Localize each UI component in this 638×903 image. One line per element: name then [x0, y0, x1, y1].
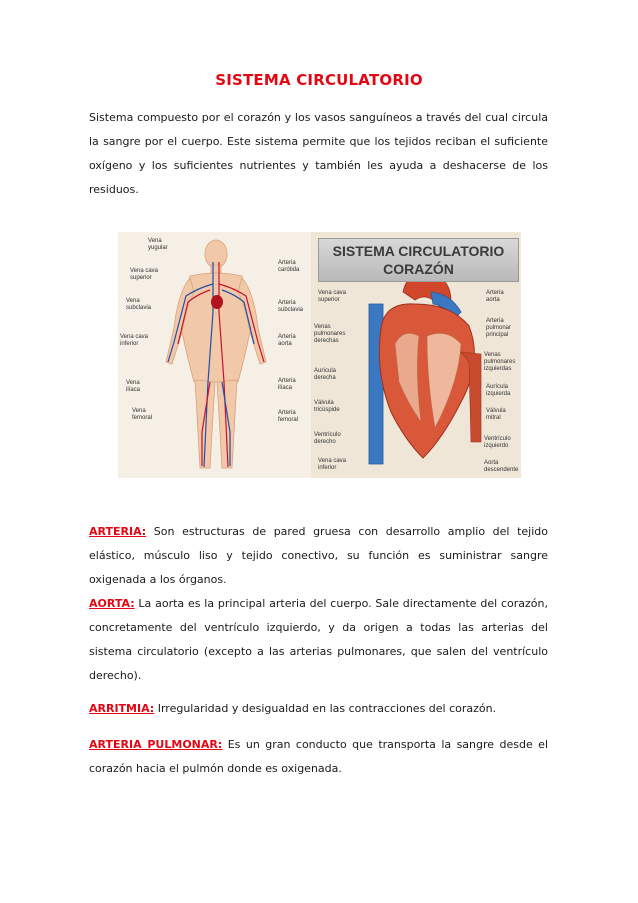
- label-vena-iliaca: Vena ilíaca: [126, 380, 141, 393]
- circulatory-system-figure: [118, 232, 521, 478]
- label-arteria-subclavia: Arteria subclavia: [278, 300, 304, 313]
- term-aorta: AORTA:: [89, 597, 135, 610]
- figure-banner: [318, 238, 519, 282]
- definition-arritmia: [89, 697, 548, 721]
- label-ventriculo-izquierdo: Ventrículo izquierdo: [484, 436, 511, 449]
- label-venas-pulmonares-derechas: Venas pulmonares derechas: [314, 324, 346, 344]
- label-vena-cava-inferior-body: Vena cava inferior: [120, 334, 149, 347]
- term-arteria-pulmonar: ARTERIA PULMONAR:: [89, 738, 223, 751]
- label-arteria-pulmonar-principal: Arteria pulmonar principal: [486, 318, 512, 338]
- definition-text: Irregularidad y desigualdad en las contracciones del corazón.: [154, 702, 497, 715]
- label-aorta-descendente: Aorta descendente: [484, 460, 519, 473]
- label-arteria-aorta-body: Arteria aorta: [278, 334, 296, 347]
- term-arritmia: ARRITMIA:: [89, 702, 155, 715]
- label-vena-cava-superior-heart: Vena cava superior: [318, 290, 347, 303]
- label-vena-femoral: Vena femoral: [132, 408, 153, 421]
- label-vena-cava-inferior-heart: Vena cava inferior: [318, 458, 347, 471]
- banner-subtitle: CORAZÓN: [383, 261, 454, 277]
- label-auricula-izquierda: Aurícula izquierda: [486, 384, 511, 397]
- label-vena-subclavia: Vena subclavia: [126, 298, 152, 311]
- label-arteria-aorta-heart: Arteria aorta: [486, 290, 504, 303]
- definition-text: Son estructuras de pared gruesa con desarrollo amplio del tejido elástico, músculo liso y tejido conectivo, su función es suministrar sangre oxigenada a los órganos.: [89, 525, 548, 586]
- definition-arteria: [89, 520, 548, 592]
- page-title: SISTEMA CIRCULATORIO: [215, 71, 423, 89]
- intro-paragraph: Sistema compuesto por el corazón y los vasos sanguíneos a través del cual circula la sangre por el cuerpo. Este sistema permite que los tejidos reciban el suficiente oxígeno y los suficientes nutrientes y también les ayuda a deshacerse de los residuos.: [89, 111, 548, 196]
- label-vena-yugular: Vena yugular: [148, 238, 168, 251]
- banner-title: SISTEMA CIRCULATORIO: [332, 243, 505, 259]
- label-vena-cava-superior-body: Vena cava superior: [130, 268, 159, 281]
- label-venas-pulmonares-izquierdas: Venas pulmonares izquierdas: [484, 352, 516, 372]
- definition-arteria-pulmonar: [89, 733, 548, 781]
- definition-text: La aorta es la principal arteria del cuerpo. Sale directamente del corazón, concretamente del ventrículo izquierdo, y da origen a todas las arterias del sistema circulatorio (excepto a las arterias pulmonares, que salen del ventrículo derecho).: [89, 597, 548, 682]
- label-auricula-derecha: Aurícula derecha: [314, 368, 337, 381]
- label-valvula-mitral: Válvula mitral: [486, 408, 506, 421]
- definition-aorta: [89, 592, 548, 688]
- label-ventriculo-derecho: Ventrículo derecho: [314, 432, 341, 445]
- definition-text: Es un gran conducto que transporta la sangre desde el corazón hacia el pulmón donde es oxigenada.: [89, 738, 548, 775]
- label-arteria-femoral: Arteria femoral: [278, 410, 299, 423]
- label-arteria-carotida: Arteria carótida: [278, 260, 300, 273]
- term-arteria: ARTERIA:: [89, 525, 147, 538]
- label-valvula-tricuspide: Válvula tricúspide: [314, 400, 340, 413]
- label-arteria-iliaca: Arteria ilíaca: [278, 378, 296, 391]
